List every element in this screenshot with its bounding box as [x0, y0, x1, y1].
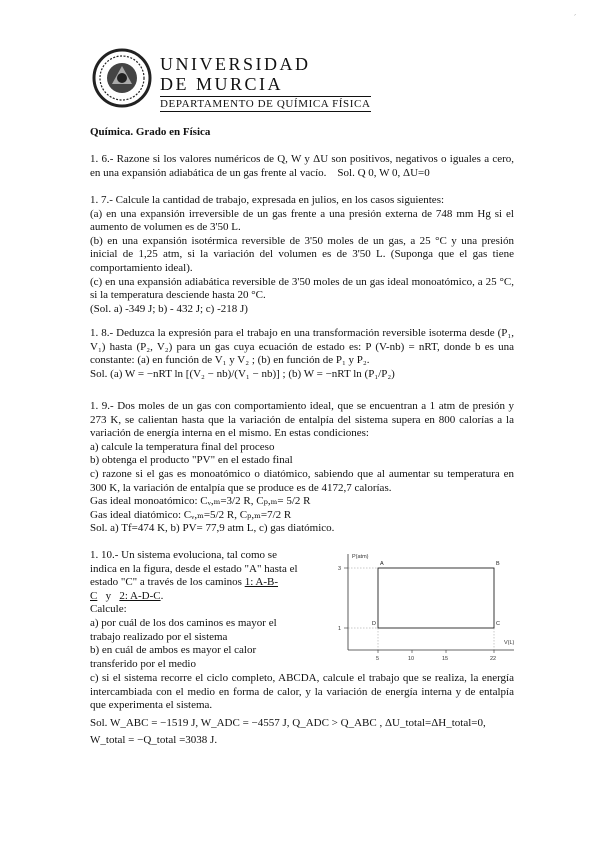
problem-intro: [90, 549, 304, 603]
problem-part-c: c) razone si el gas es monoatómico o diatómico, sabiendo que al aumentar su temperatura en 300 K, la variación de entalpía que se produce es de 4172,7 calorías.: [90, 467, 514, 494]
page-mark: ´: [574, 15, 576, 21]
problem-part-b: b) en cuál de ambos es mayor el calor transferido por el medio: [90, 644, 257, 670]
problem-solution-line2: W_total = −Q_total =3038 J.: [90, 734, 218, 747]
x-tick-5: 5: [376, 656, 380, 662]
department-name: DEPARTAMENTO DE QUÍMICA FÍSICA: [160, 98, 371, 110]
x-axis-label: V(L): [504, 640, 515, 646]
problem-part-a: a) calcule la temperatura final del proceso: [90, 440, 275, 453]
problem-intro-text: 1. 10.- Un sistema evoluciona, tal como se indica en la figura, desde el estado "A" hasta el estado "C" a través de los caminos: [90, 549, 298, 589]
path-2-label: 2: A-D-C: [119, 589, 161, 602]
x-tick-10: 10: [408, 656, 415, 662]
university-name-line1: UNIVERSIDAD: [160, 54, 311, 74]
problem-1-7: [90, 194, 514, 316]
problem-statement: 1. 6.- Razone si los valores numéricos de Q, W y ΔU son positivos, negativos o iguales a cero, en una expansión adiabática de un gas frente al vacío.: [90, 153, 514, 179]
diatomic-data: Gas ideal diatómico: Cᵥ,ₘ=5/2 R, Cₚ,ₘ=7/2 R: [90, 508, 292, 521]
problem-part-a: (a) en una expansión irreversible de un gas frente a una presión externa de 748 mm Hg si el aumento de volumen es de 3'50 L.: [90, 207, 514, 234]
problem-1-9: [90, 400, 514, 536]
cycle-rectangle: [378, 568, 494, 628]
problem-solution: Sol. Q 0, W 0, ΔU=0: [337, 166, 430, 179]
problem-solution: Sol. (a) W = −nRT ln [(V₂ − nb)/(V₁ − nb)] ; (b) W = −nRT ln (P₁/P₂): [90, 367, 395, 380]
point-c-label: C: [496, 621, 500, 627]
path-1-label: 1: A-B-C: [90, 576, 279, 602]
x-tick-22: 22: [490, 656, 497, 662]
and-word: y: [105, 589, 112, 602]
problem-intro: 1. 7.- Calcule la cantidad de trabajo, expresada en julios, en los casos siguientes:: [90, 194, 445, 206]
problem-part-b: (b) en una expansión isotérmica reversible de 3'50 moles de un gas, a 25 °C y una presión inicial de 1,25 atm, si la variación del volumen es de 3'50 L. (Suponga que el gas tiene comportamiento ideal).: [90, 234, 514, 274]
university-name-line2: DE MURCIA: [160, 74, 284, 94]
problem-part-b: b) obtenga el producto "PV" en el estado final: [90, 454, 293, 467]
problem-text: [90, 153, 514, 180]
course-title: Química. Grado en Física: [90, 126, 211, 138]
period: .: [160, 589, 164, 602]
calcule-label: Calcule:: [90, 603, 127, 616]
problem-part-c: c) si el sistema recorre el ciclo completo, ABCDA, calcule el trabajo que se realiza, la energía intercambiada con el medio en forma de calor, y la variación de energía interna y de entalpía que experimenta el sistema.: [90, 672, 514, 712]
problem-part-a: a) por cuál de los dos caminos es mayor el trabajo realizado por el sistema: [90, 616, 277, 643]
problem-1-8: [90, 327, 514, 381]
problem-1-10: [90, 549, 304, 671]
problem-statement: 1. 8.- Deduzca la expresión para el trabajo en una transformación reversible isoterma desde (P₁, V₁) hasta (P₂, V₂) para un gas cuya ecuación de estado es: P (V-nb) = nRT, donde b es una constante: (a) en función de V₁ y V₂ ; (b) en función de P₁ y P₂.: [90, 327, 514, 367]
point-b-label: B: [496, 561, 500, 567]
problem-part-c: (c) en una expansión adiabática reversible de 3'50 moles de un gas ideal monoatómico, a 25 °C, si la temperatura desciende hasta 20 °C.: [90, 275, 514, 302]
y-tick-1: 1: [338, 626, 342, 632]
problem-1-6: [90, 153, 514, 180]
problem-intro: 1. 9.- Dos moles de un gas con comportamiento ideal, que se encuentran a 1 atm de presión y 273 K, se calientan hasta que la variación de entalpía del sistema supera en 800 calorías a la variación de energía interna en el mismo. En estas condiciones:: [90, 400, 514, 440]
y-tick-3: 3: [338, 566, 342, 572]
point-a-label: A: [380, 561, 384, 567]
problem-solution: (Sol. a) -349 J; b) - 432 J; c) -218 J): [90, 302, 248, 315]
y-axis-label: P(atm): [352, 554, 369, 560]
problem-1-10-continued: [90, 672, 514, 748]
university-seal-logo: [92, 48, 152, 108]
pv-diagram: [330, 552, 520, 664]
problem-solution: Sol. a) Tf=474 K, b) PV= 77,9 atm L, c) gas diatómico.: [90, 522, 335, 535]
point-d-label: D: [372, 621, 376, 627]
monoatomic-data: Gas ideal monoatómico: Cᵥ,ₘ=3/2 R, Cₚ,ₘ= 5/2 R: [90, 495, 311, 508]
x-tick-15: 15: [442, 656, 449, 662]
problem-solution-line1: Sol. W_ABC = −1519 J, W_ADC = −4557 J, Q_ADC > Q_ABC , ΔU_total=ΔH_total=0,: [90, 716, 486, 729]
